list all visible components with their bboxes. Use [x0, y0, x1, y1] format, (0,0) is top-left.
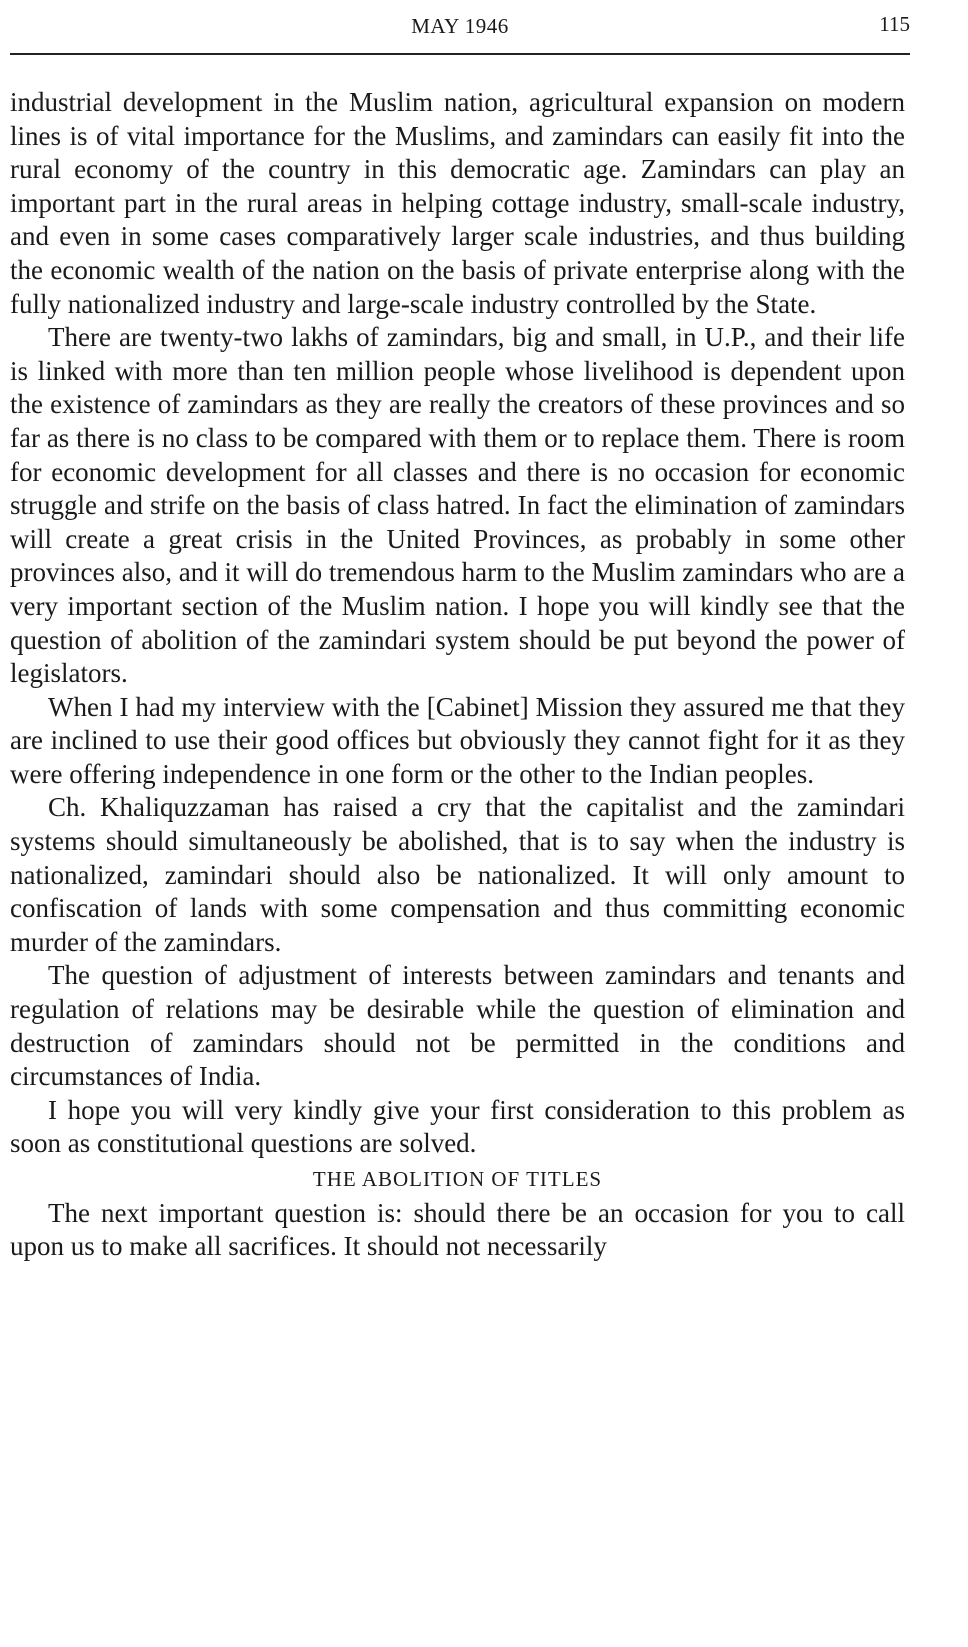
body-text: [10, 86, 905, 1264]
page-number: 115: [879, 12, 910, 36]
section-paragraph: The next important question is: should there be an occasion for you to call upon us to make all sacrifices. It should not necessarily: [10, 1197, 905, 1262]
paragraph-6: I hope you will very kindly give your first consideration to this problem as soon as constitutional questions are solved.: [10, 1094, 905, 1159]
paragraph-2: There are twenty-two lakhs of zamindars, big and small, in U.P., and their life is linked with more than ten million people whose livelihood is dependent upon the existence of zamindars as they are really the creators of these provinces and so far as there is no class to be compared with them or to replace them. There is room for economic development for all classes and there is no occasion for economic struggle and strife on the basis of class hatred. In fact the elimination of zamindars will create a great crisis in the United Provinces, as probably in some other provinces also, and it will do tremendous harm to the Muslim zamindars who are a very important section of the Muslim nation. I hope you will kindly see that the question of abolition of the zamindari system should be put beyond the power of legislators.: [10, 322, 905, 689]
paragraph-3: When I had my interview with the [Cabinet] Mission they assured me that they are inclined to use their good offices but obviously they cannot fight for it as they were offering independence in one form or the other to the Indian peoples.: [10, 691, 905, 789]
section-heading: THE ABOLITION OF TITLES: [312, 1167, 603, 1191]
header-rule: [10, 53, 910, 55]
paragraph-4: Ch. Khaliquzzaman has raised a cry that the capitalist and the zamindari systems should simultaneously be abolished, that is to say when the industry is nationalized, zamindari should also be nationalized. It will only amount to confiscation of lands with some compensation and thus committing economic murder of the zamindars.: [10, 792, 905, 957]
paragraph-5: The question of adjustment of interests between zamindars and tenants and regulation of relations may be desirable while the question of elimination and destruction of zamindars should not be permitted in the conditions and circumstances of India.: [10, 960, 905, 1092]
paragraph-1: industrial development in the Muslim nation, agricultural expansion on modern lines is of vital importance for the Muslims, and zamindars can easily fit into the rural economy of the country in this democratic age. Zamindars can play an important part in the rural areas in helping cottage industry, small-scale industry, and even in some cases comparatively larger scale industries, and thus building the economic wealth of the nation on the basis of private enterprise along with the fully nationalized industry and large-scale industry controlled by the State.: [10, 87, 905, 319]
running-title: MAY 1946: [411, 14, 509, 38]
running-header: [10, 8, 910, 44]
